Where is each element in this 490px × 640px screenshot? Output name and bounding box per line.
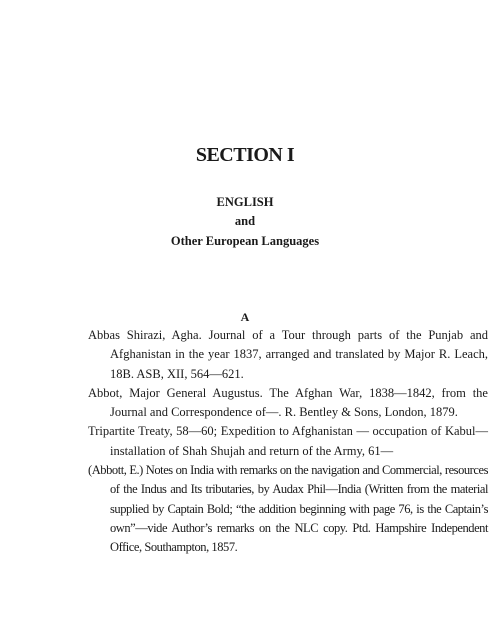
- bibliography-entry: (Abbott, E.) Notes on India with remarks on the navigation and Commercial, resources of the Indus and Its tributaries, by Audax Phil—India (Written from the material supplied by Captain Bold; “the addition beginning with page 76, is the Captain’s own”—vide Author’s remarks on the NLC copy. Ptd. Hampshire Independent Office, Southampton, 1857.: [88, 463, 488, 555]
- section-subtitle-conjunction: and: [234, 214, 256, 228]
- section-subtitle-secondary: Other European Languages: [170, 234, 320, 248]
- bibliography-entry: Tripartite Treaty, 58—60; Expedition to Afghanistan — occupation of Kabul—installation of Shah Shujah and return of the Army, 61—: [88, 424, 488, 458]
- bibliography-entry: Abbas Shirazi, Agha. Journal of a Tour through parts of the Punjab and Afghanistan in the year 1837, arranged and translated by Major R. Leach, 18B. ASB, XII, 564—621.: [88, 328, 488, 381]
- section-subtitle: ENGLISH: [216, 195, 274, 209]
- alphabet-letter-heading: A: [240, 310, 250, 324]
- section-title: SECTION I: [195, 144, 295, 166]
- bibliography-entries: [88, 326, 488, 558]
- bibliography-entry: Abbot, Major General Augustus. The Afghan War, 1838—1842, from the Journal and Correspondence of—. R. Bentley & Sons, London, 1879.: [88, 385, 488, 420]
